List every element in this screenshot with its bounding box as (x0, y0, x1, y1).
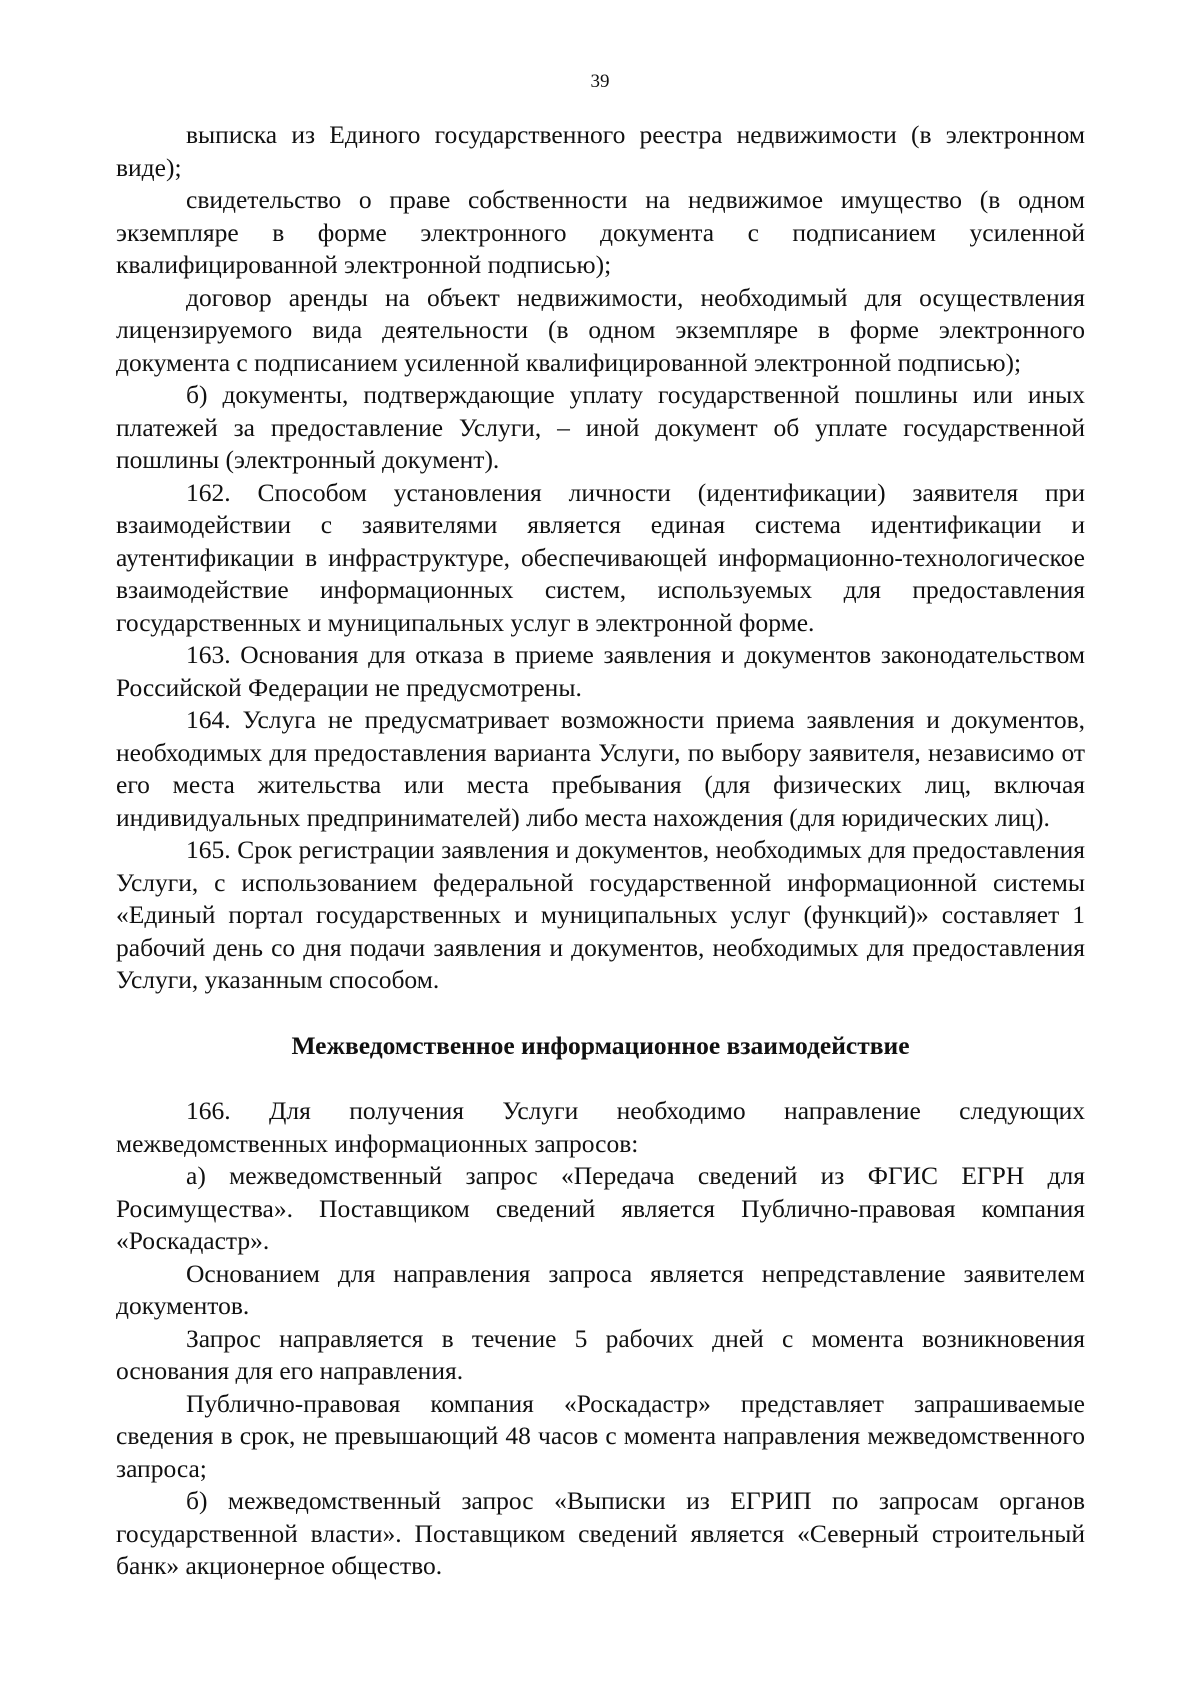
paragraph-response-timing: Публично-правовая компания «Роскадастр» представляет запрашиваемые сведения в срок, не превышающий 48 часов с момента направления межведомственного запроса; (116, 1388, 1085, 1483)
paragraph-item-164: 164. Услуга не предусматривает возможности приема заявления и документов, необходимых для предоставления варианта Услуги, по выбору заявителя, независимо от его места жительства или места пребывания (для физических лиц, включая индивидуальных предпринимателей) либо места нахождения (для юридических лиц). (116, 705, 1085, 832)
paragraph-request-timing: Запрос направляется в течение 5 рабочих дней с момента возникновения основания для его направления. (116, 1323, 1085, 1385)
paragraph-item-162: 162. Способом установления личности (идентификации) заявителя при взаимодействии с заявителями является единая система идентификации и аутентификации в инфраструктуре, обеспечивающей информационно-технологическое взаимодействие информационных систем, используемых для предоставления государственных и муниципальных услуг в электронной форме. (116, 477, 1085, 637)
paragraph-item-163: 163. Основания для отказа в приеме заявления и документов законодательством Российской Федерации не предусмотрены. (116, 640, 1085, 702)
paragraph-item-166: 166. Для получения Услуги необходимо направление следующих межведомственных информационных запросов: (116, 1096, 1085, 1158)
paragraph-request-a: а) межведомственный запрос «Передача сведений из ФГИС ЕГРН для Росимущества». Поставщиком сведений является Публично-правовая компания «Роскадастр». (116, 1161, 1085, 1255)
page-number: 39 (590, 71, 610, 92)
document-body (116, 119, 1085, 1583)
paragraph-item-165: 165. Срок регистрации заявления и документов, необходимых для предоставления Услуги, с использованием федеральной государственной информационной системы «Единый портал государственных и муниципальных услуг (функций)» составляет 1 рабочий день со дня подачи заявления и документов, необходимых для предоставления Услуги, указанным способом. (116, 835, 1085, 994)
paragraph-request-basis: Основанием для направления запроса является непредставление заявителем документов. (116, 1258, 1085, 1320)
paragraph-request-b: б) межведомственный запрос «Выписки из ЕГРИП по запросам органов государственной власти». Поставщиком сведений является «Северный строительный банк» акционерное общество. (116, 1486, 1085, 1580)
paragraph-ownership-certificate: свидетельство о праве собственности на недвижимое имущество (в одном экземпляре в форме электронного документа с подписанием усиленной квалифицированной электронной подписью); (116, 185, 1085, 279)
paragraph-egrn-extract: выписка из Единого государственного реестра недвижимости (в электронном виде); (116, 120, 1085, 182)
section-heading: Межведомственное информационное взаимодействие (291, 1030, 910, 1060)
paragraph-payment-documents: б) документы, подтверждающие уплату государственной пошлины или иных платежей за предоставление Услуги, – иной документ об уплате государственной пошлины (электронный документ). (116, 380, 1085, 474)
paragraph-lease-agreement: договор аренды на объект недвижимости, необходимый для осуществления лицензируемого вида деятельности (в одном экземпляре в форме электронного документа с подписанием усиленной квалифицированной электронной подписью); (116, 282, 1085, 377)
